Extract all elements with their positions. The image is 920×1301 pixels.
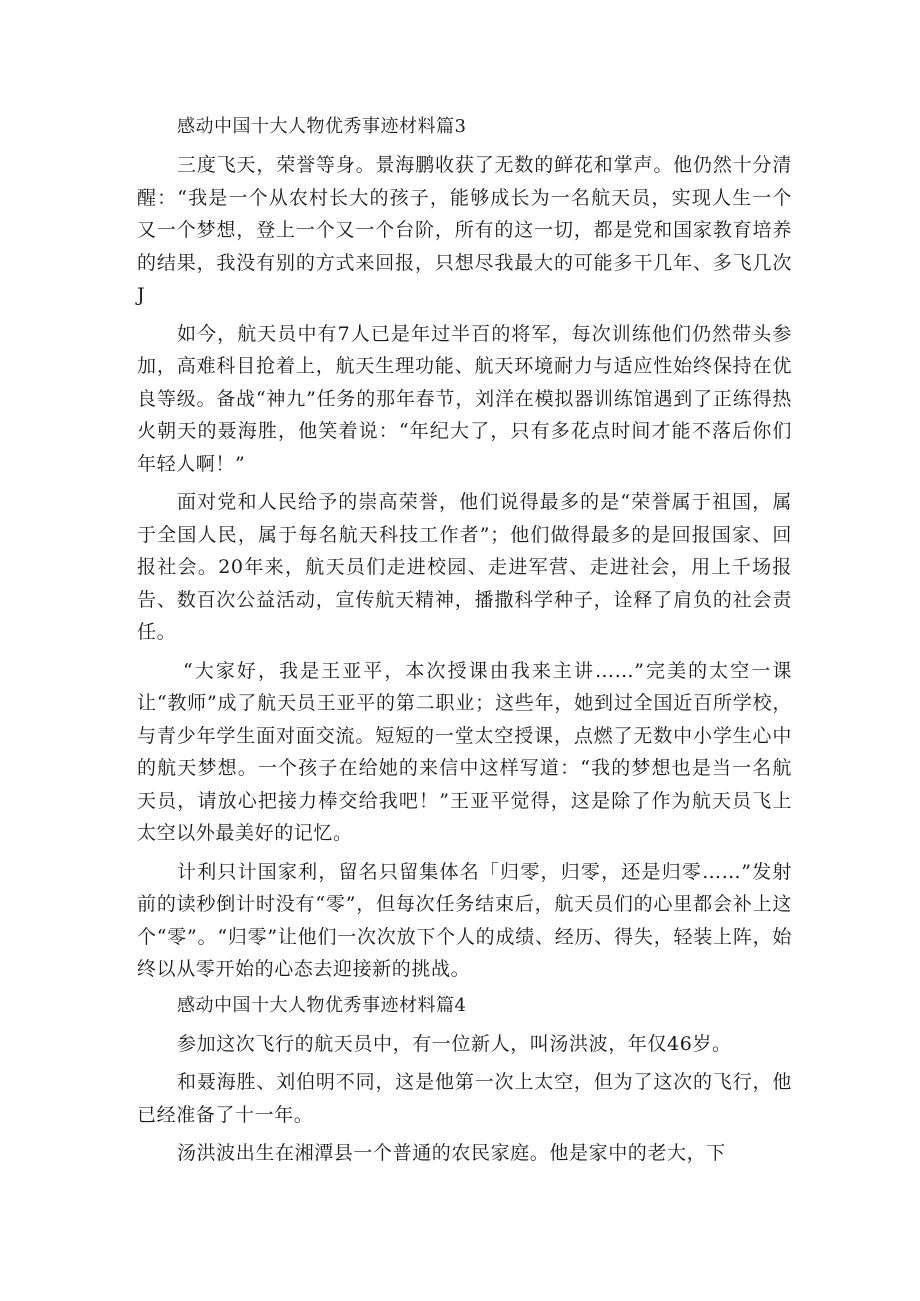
section-heading-4: 感动中国十大人物优秀事迹材料篇4: [177, 994, 467, 1016]
paragraph: 和聂海胜、刘伯明不同，这是他第一次上太空，但为了这次的飞行，他已经准备了十一年。: [137, 1071, 792, 1126]
paragraph: 计利只计国家利，留名只留集体名「归零，归零，还是归零……”发射前的读秒倒计时没有“零”，但每次任务结束后，航天员们的心里都会补上这个“零”。“归零”让他们一次次放下个人的成绩、经历、得失，轻装上阵，始终以从零开始的心态去迎接新的挑战。: [137, 860, 792, 980]
paragraph: 面对党和人民给予的崇高荣誉，他们说得最多的是“荣誉属于祖国，属于全国人民，属于每名航天科技工作者”；他们做得最多的是回报国家、回报社会。20年来，航天员们走进校园、走进军营、走进社会，用上千场报告、数百次公益活动，宣传航天精神，播撒科学种子，诠释了肩负的社会责任。: [137, 491, 792, 643]
paragraph: 三度飞天，荣誉等身。景海鹏收获了无数的鲜花和掌声。他仍然十分清醒：“我是一个从农村长大的孩子，能够成长为一名航天员，实现人生一个又一个梦想，登上一个又一个台阶，所有的这一切，都是党和国家教育培养的结果，我没有别的方式来回报，只想尽我最大的可能多干几年、多飞几次J: [137, 154, 792, 306]
document-body: [137, 113, 792, 1176]
section-heading-3: 感动中国十大人物优秀事迹材料篇3: [177, 116, 467, 137]
paragraph: 如今，航天员中有7人已是年过半百的将军，每次训练他们仍然带头参加，高难科目抢着上，航天生理功能、航天环境耐力与适应性始终保持在优良等级。备战“神九”任务的那年春节，刘洋在模拟器训练馆遇到了正练得热火朝天的聂海胜，他笑着说：“年纪大了，只有多花点时间才能不落后你们年轻人啊！”: [137, 322, 792, 475]
paragraph: 参加这次飞行的航天员中，有一位新人，叫汤洪波，年仅46岁。: [177, 1032, 732, 1055]
paragraph: 汤洪波出生在湘潭县一个普通的农民家庭。他是家中的老大，下: [177, 1142, 726, 1164]
paragraph: “大家好，我是王亚平，本次授课由我来主讲……”完美的太空一课让“教师”成了航天员王亚平的第二职业；这些年，她到过全国近百所学校，与青少年学生面对面交流。短短的一堂太空授课，点燃了无数中小学生心中的航天梦想。一个孩子在给她的来信中这样写道：“我的梦想也是当一名航天员，请放心把接力棒交给我吧！”王亚平觉得，这是除了作为航天员飞上太空以外最美好的记忆。: [137, 659, 792, 844]
